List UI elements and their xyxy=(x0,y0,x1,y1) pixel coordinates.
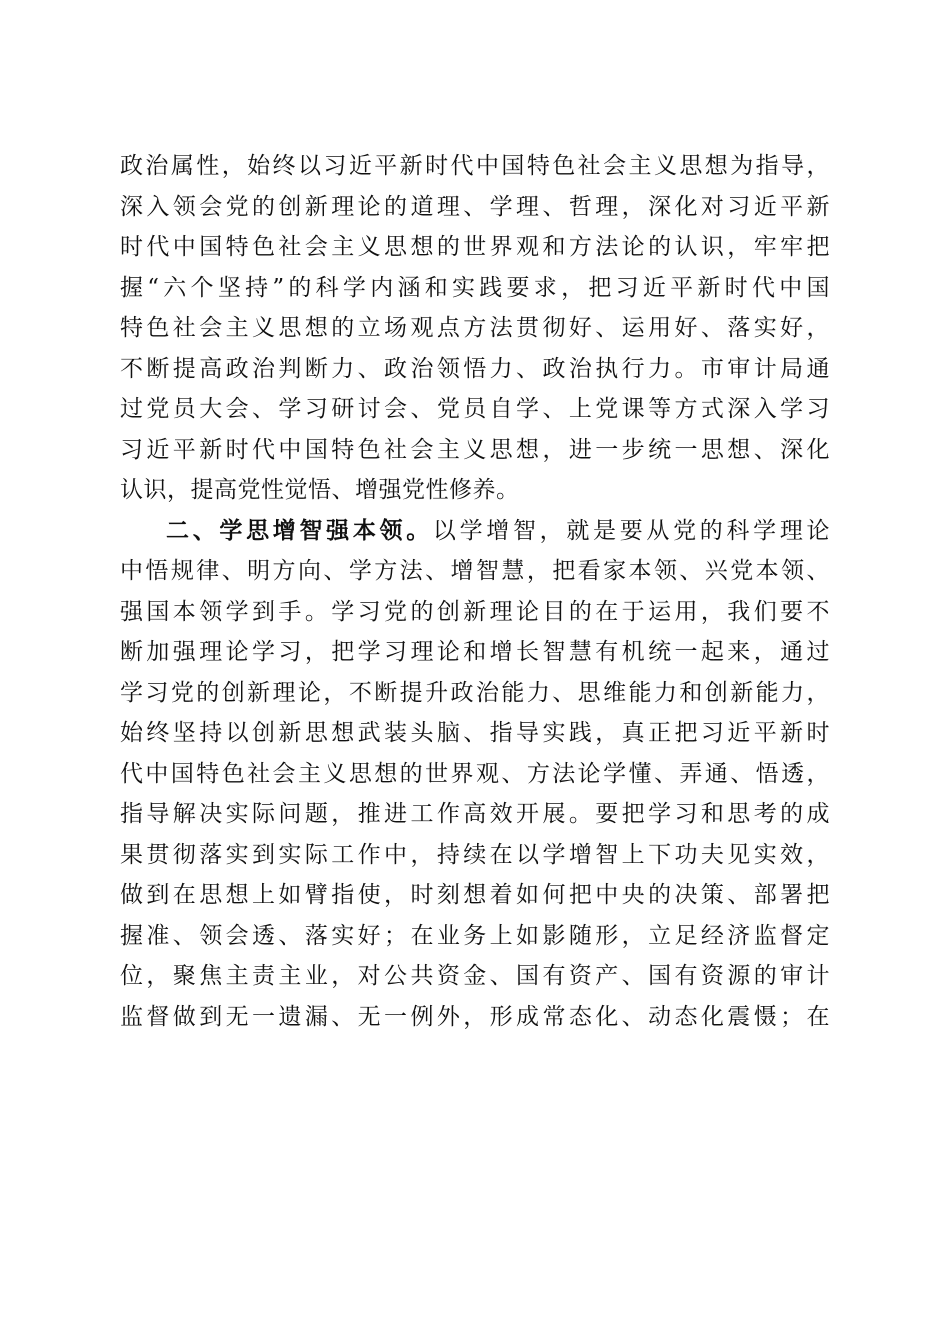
text-line: 政治属性，始终以习近平新时代中国特色社会主义思想为指导， xyxy=(120,153,830,179)
text-line: 指导解决实际问题，推进工作高效开展。要把学习和思考的成 xyxy=(120,801,830,827)
text-line: 过党员大会、学习研讨会、党员自学、上党课等方式深入学习 xyxy=(120,396,830,422)
text-line: 深入领会党的创新理论的道理、学理、哲理，深化对习近平新 xyxy=(120,193,830,220)
paragraph-1 xyxy=(120,146,830,511)
text-line: 习近平新时代中国特色社会主义思想，进一步统一思想、深化 xyxy=(120,436,830,463)
text-line: 强国本领学到手。学习党的创新理论目的在于运用，我们要不 xyxy=(120,598,830,625)
text-line: 中悟规律、明方向、学方法、增智慧，把看家本领、兴党本领、 xyxy=(120,558,830,584)
text-line: 握准、领会透、落实好；在业务上如影随形，立足经济监督定 xyxy=(120,922,830,949)
text-line: 不断提高政治判断力、政治领悟力、政治执行力。市审计局通 xyxy=(120,355,830,382)
text-line: 学习党的创新理论，不断提升政治能力、思维能力和创新能力， xyxy=(120,679,830,706)
text-line-rest: 以学增智，就是要从党的科学理论 xyxy=(432,517,830,544)
text-line: 果贯彻落实到实际工作中，持续在以学增智上下功夫见实效， xyxy=(120,841,830,868)
text-line: 做到在思想上如臂指使，时刻想着如何把中央的决策、部署把 xyxy=(120,882,830,908)
text-line: 握“六个坚持”的科学内涵和实践要求，把习近平新时代中国 xyxy=(120,274,830,301)
text-line: 特色社会主义思想的立场观点方法贯彻好、运用好、落实好， xyxy=(120,315,830,341)
text-line: 监督做到无一遗漏、无一例外，形成常态化、动态化震慑；在 xyxy=(120,1003,830,1030)
document-body xyxy=(120,146,830,1037)
text-line: 位，聚焦主责主业，对公共资金、国有资产、国有资源的审计 xyxy=(120,963,830,989)
text-line: 代中国特色社会主义思想的世界观、方法论学懂、弄通、悟透， xyxy=(120,760,830,787)
paragraph-first-line xyxy=(120,511,830,552)
section-heading: 二、学思增智强本领。 xyxy=(166,517,433,544)
text-line: 断加强理论学习，把学习理论和增长智慧有机统一起来，通过 xyxy=(120,639,830,665)
text-line: 认识，提高党性觉悟、增强党性修养。 xyxy=(120,477,520,503)
paragraph-2 xyxy=(120,511,830,1038)
text-line: 始终坚持以创新思想武装头脑、指导实践，真正把习近平新时 xyxy=(120,720,830,746)
text-line: 时代中国特色社会主义思想的世界观和方法论的认识，牢牢把 xyxy=(120,234,830,260)
